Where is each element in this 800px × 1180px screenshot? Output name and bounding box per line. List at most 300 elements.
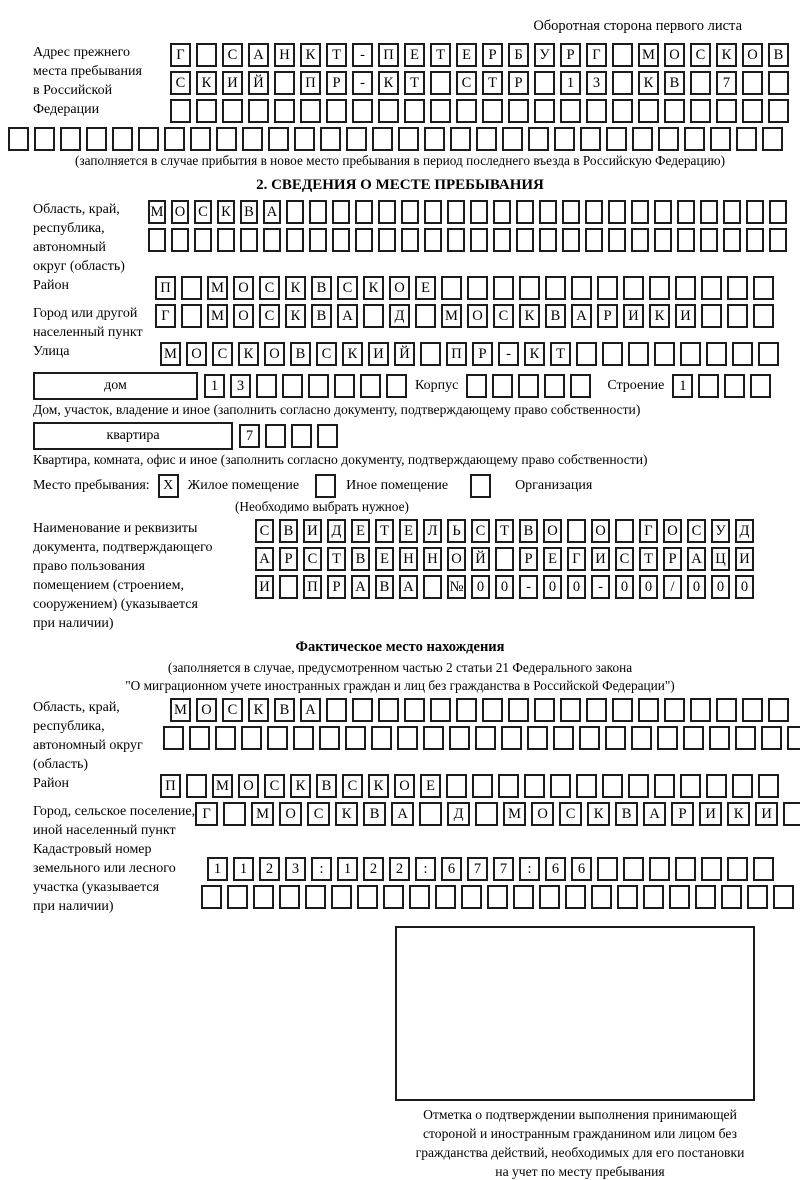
- char-cell: [706, 774, 727, 798]
- field-stay-type: [33, 474, 800, 498]
- char-row: [160, 774, 779, 798]
- char-cell: [291, 424, 312, 448]
- char-cell: [513, 885, 534, 909]
- char-cell: [357, 885, 378, 909]
- char-cell: Т: [495, 519, 514, 543]
- char-cell: [606, 127, 627, 151]
- char-cell: [352, 99, 373, 123]
- char-cell: [420, 342, 441, 366]
- house-box-label: дом: [33, 372, 198, 400]
- char-cell: [628, 774, 649, 798]
- char-cell: [597, 857, 618, 881]
- char-cell: [628, 342, 649, 366]
- char-cell: [643, 885, 664, 909]
- char-cell: С: [194, 200, 212, 224]
- char-cell: В: [279, 519, 298, 543]
- char-cell: [383, 885, 404, 909]
- char-cell: [631, 726, 652, 750]
- char-cell: [576, 342, 597, 366]
- char-cell: [677, 200, 695, 224]
- char-cell: М: [160, 342, 181, 366]
- char-cell: [732, 342, 753, 366]
- char-cell: И: [623, 304, 644, 328]
- char-cell: Т: [482, 71, 503, 95]
- char-cell: С: [687, 519, 706, 543]
- char-cell: Р: [671, 802, 694, 826]
- char-cell: [138, 127, 159, 151]
- char-cell: К: [524, 342, 545, 366]
- char-cell: [527, 726, 548, 750]
- char-cell: [638, 99, 659, 123]
- char-cell: Д: [327, 519, 346, 543]
- char-cell: П: [155, 276, 176, 300]
- char-cell: [690, 71, 711, 95]
- char-cell: В: [615, 802, 638, 826]
- char-cell: [253, 885, 274, 909]
- char-cell: И: [675, 304, 696, 328]
- char-cell: Р: [597, 304, 618, 328]
- char-cell: [746, 228, 764, 252]
- char-cell: [508, 698, 529, 722]
- char-cell: Е: [404, 43, 425, 67]
- char-cell: [528, 127, 549, 151]
- char-cell: [724, 374, 745, 398]
- char-cell: [189, 726, 210, 750]
- char-cell: Е: [420, 774, 441, 798]
- char-cell: [758, 342, 779, 366]
- document-label: Наименование и реквизиты документа, подтверждающего право пользования помещением (строением, сооружением) (указывается при наличии): [33, 521, 213, 631]
- char-cell: [487, 885, 508, 909]
- char-cell: [216, 127, 237, 151]
- char-cell: [449, 726, 470, 750]
- char-row: [148, 228, 787, 252]
- city-label: Город или другой населенный пункт: [33, 306, 143, 340]
- char-cell: 0: [495, 575, 514, 599]
- checkbox-other-premise: [315, 474, 336, 498]
- char-cell: [404, 99, 425, 123]
- char-cell: [419, 802, 442, 826]
- field-actual-city: [33, 802, 800, 840]
- char-cell: 1: [233, 857, 254, 881]
- char-cell: [282, 374, 303, 398]
- char-cell: В: [316, 774, 337, 798]
- previous-address-note: (заполняется в случае прибытия в новое место пребывания в период последнего въезда в Российскую Федерацию): [74, 153, 726, 168]
- char-cell: С: [690, 43, 711, 67]
- char-cell: [579, 726, 600, 750]
- char-cell: А: [571, 304, 592, 328]
- char-cell: О: [394, 774, 415, 798]
- char-cell: [466, 374, 487, 398]
- char-cell: [746, 200, 764, 224]
- char-cell: Ц: [711, 547, 730, 571]
- char-cell: П: [303, 575, 322, 599]
- char-cell: [461, 885, 482, 909]
- char-cell: [274, 71, 295, 95]
- char-cell: [518, 374, 539, 398]
- street-label: Улица: [33, 344, 70, 359]
- char-row: [170, 43, 789, 67]
- char-cell: [386, 374, 407, 398]
- char-cell: К: [285, 304, 306, 328]
- section2-title: 2. СВЕДЕНИЯ О МЕСТЕ ПРЕБЫВАНИЯ: [256, 177, 544, 193]
- char-cell: [534, 71, 555, 95]
- char-cell: Р: [326, 71, 347, 95]
- char-cell: [355, 228, 373, 252]
- char-cell: [493, 276, 514, 300]
- char-cell: В: [768, 43, 789, 67]
- char-cell: [539, 228, 557, 252]
- char-cell: [215, 726, 236, 750]
- char-cell: Н: [423, 547, 442, 571]
- char-cell: [334, 374, 355, 398]
- char-cell: [539, 885, 560, 909]
- char-cell: [495, 547, 514, 571]
- char-cell: Б: [508, 43, 529, 67]
- char-cell: О: [389, 276, 410, 300]
- char-cell: [658, 127, 679, 151]
- char-cell: [727, 276, 748, 300]
- char-cell: [516, 228, 534, 252]
- char-cell: [223, 802, 246, 826]
- char-cell: О: [663, 519, 682, 543]
- char-cell: В: [664, 71, 685, 95]
- char-cell: [612, 698, 633, 722]
- char-cell: [773, 885, 794, 909]
- char-cell: С: [559, 802, 582, 826]
- char-cell: [265, 424, 286, 448]
- char-cell: [430, 71, 451, 95]
- char-cell: [456, 698, 477, 722]
- char-cell: О: [664, 43, 685, 67]
- char-cell: [492, 374, 513, 398]
- char-cell: [524, 774, 545, 798]
- char-cell: [534, 99, 555, 123]
- char-cell: /: [663, 575, 682, 599]
- char-cell: [196, 43, 217, 67]
- char-cell: Г: [170, 43, 191, 67]
- char-cell: С: [259, 304, 280, 328]
- actual-region-label: Область, край, республика, автономный округ (область): [33, 700, 143, 772]
- char-cell: [560, 99, 581, 123]
- actual-location-note-2: "О миграционном учете иностранных граждан и лиц без гражданства в Российской Федерации"): [125, 678, 675, 693]
- char-cell: [701, 276, 722, 300]
- char-cell: [435, 885, 456, 909]
- char-cell: [727, 857, 748, 881]
- char-cell: [181, 276, 202, 300]
- char-row: [255, 519, 754, 543]
- char-cell: [326, 99, 347, 123]
- char-cell: [768, 99, 789, 123]
- char-cell: К: [290, 774, 311, 798]
- char-cell: С: [615, 547, 634, 571]
- char-cell: К: [363, 276, 384, 300]
- char-cell: [363, 304, 384, 328]
- char-cell: [470, 228, 488, 252]
- char-cell: А: [255, 547, 274, 571]
- char-cell: [472, 774, 493, 798]
- char-cell: [378, 99, 399, 123]
- char-cell: 2: [389, 857, 410, 881]
- char-cell: 6: [571, 857, 592, 881]
- char-cell: А: [263, 200, 281, 224]
- char-cell: Р: [560, 43, 581, 67]
- house-note: Дом, участок, владение и иное (заполнить согласно документу, подтверждающему право собственности): [33, 402, 641, 417]
- char-cell: [241, 726, 262, 750]
- char-cell: [493, 228, 511, 252]
- char-cell: О: [531, 802, 554, 826]
- char-cell: Г: [195, 802, 218, 826]
- char-cell: Р: [663, 547, 682, 571]
- char-cell: Г: [155, 304, 176, 328]
- char-cell: [190, 127, 211, 151]
- field-house: [33, 372, 800, 400]
- char-cell: [293, 726, 314, 750]
- char-cell: К: [519, 304, 540, 328]
- char-cell: [570, 374, 591, 398]
- char-cell: [163, 726, 184, 750]
- char-cell: [605, 726, 626, 750]
- char-cell: [602, 774, 623, 798]
- char-cell: С: [307, 802, 330, 826]
- char-cell: В: [545, 304, 566, 328]
- char-cell: Е: [399, 519, 418, 543]
- char-cell: [677, 228, 695, 252]
- char-cell: [623, 857, 644, 881]
- char-cell: А: [391, 802, 414, 826]
- char-cell: [279, 885, 300, 909]
- char-cell: [378, 200, 396, 224]
- district-label: Район: [33, 278, 69, 293]
- option-residential-label: Жилое помещение: [187, 478, 300, 493]
- char-cell: П: [378, 43, 399, 67]
- char-cell: [227, 885, 248, 909]
- char-cell: С: [303, 547, 322, 571]
- char-cell: [424, 127, 445, 151]
- char-cell: [502, 127, 523, 151]
- char-cell: [148, 228, 166, 252]
- char-cell: И: [222, 71, 243, 95]
- char-cell: 0: [567, 575, 586, 599]
- char-cell: [649, 276, 670, 300]
- stamp-area: [0, 926, 800, 1180]
- char-cell: Р: [508, 71, 529, 95]
- char-cell: Г: [586, 43, 607, 67]
- char-cell: [562, 200, 580, 224]
- char-cell: [742, 71, 763, 95]
- char-cell: А: [399, 575, 418, 599]
- char-cell: И: [368, 342, 389, 366]
- char-cell: [716, 99, 737, 123]
- cadastral-label: Кадастровый номер земельного или лесного участка (указывается при наличии): [33, 842, 176, 914]
- char-cell: [732, 774, 753, 798]
- char-cell: К: [248, 698, 269, 722]
- char-cell: [736, 127, 757, 151]
- char-cell: [430, 99, 451, 123]
- char-cell: Й: [394, 342, 415, 366]
- char-cell: 6: [441, 857, 462, 881]
- char-cell: [747, 885, 768, 909]
- char-cell: [723, 228, 741, 252]
- char-cell: М: [212, 774, 233, 798]
- char-cell: [783, 802, 800, 826]
- char-cell: К: [587, 802, 610, 826]
- char-cell: А: [643, 802, 666, 826]
- char-cell: :: [311, 857, 332, 881]
- char-cell: [305, 885, 326, 909]
- stamp-caption: Отметка о подтверждении выполнения принимающей стороной и иностранным гражданином или лицом без гражданства действий, необходимых для его постановки на учет по месту пребывания: [415, 1107, 745, 1179]
- char-cell: [690, 99, 711, 123]
- char-cell: [430, 698, 451, 722]
- char-cell: [501, 726, 522, 750]
- char-cell: [617, 885, 638, 909]
- char-cell: О: [279, 802, 302, 826]
- char-cell: И: [699, 802, 722, 826]
- char-cell: [695, 885, 716, 909]
- char-cell: [352, 698, 373, 722]
- char-cell: [274, 99, 295, 123]
- char-cell: [450, 127, 471, 151]
- char-cell: С: [222, 43, 243, 67]
- field-actual-district: [33, 774, 800, 802]
- char-cell: -: [498, 342, 519, 366]
- char-cell: [456, 99, 477, 123]
- char-cell: [519, 276, 540, 300]
- actual-location-title: Фактическое место нахождения: [295, 639, 505, 655]
- apartment-note: Квартира, комната, офис и иное (заполнить согласно документу, подтверждающему право собственности): [33, 452, 648, 467]
- char-cell: [716, 698, 737, 722]
- char-cell: [545, 276, 566, 300]
- char-cell: [446, 774, 467, 798]
- actual-city-label: Город, сельское поселение, иной населенный пункт: [33, 804, 196, 838]
- char-cell: [194, 228, 212, 252]
- field-region: [33, 200, 800, 276]
- char-cell: [602, 342, 623, 366]
- char-cell: [441, 276, 462, 300]
- char-row: [204, 374, 407, 398]
- char-cell: А: [337, 304, 358, 328]
- char-cell: :: [519, 857, 540, 881]
- char-cell: [404, 698, 425, 722]
- char-cell: [544, 374, 565, 398]
- char-cell: [683, 726, 704, 750]
- char-cell: 7: [493, 857, 514, 881]
- char-cell: К: [217, 200, 235, 224]
- char-cell: Т: [375, 519, 394, 543]
- previous-address-label: Адрес прежнего места пребывания в Российской Федерации: [33, 45, 142, 117]
- char-cell: [263, 228, 281, 252]
- char-cell: [397, 726, 418, 750]
- char-cell: Л: [423, 519, 442, 543]
- char-cell: 7: [239, 424, 260, 448]
- char-cell: [608, 228, 626, 252]
- char-cell: С: [222, 698, 243, 722]
- char-cell: [332, 200, 350, 224]
- field-apartment: [33, 422, 800, 450]
- char-cell: Е: [415, 276, 436, 300]
- char-cell: [493, 200, 511, 224]
- page-header-note: Оборотная сторона первого листа: [533, 18, 742, 34]
- char-cell: [170, 99, 191, 123]
- char-cell: К: [285, 276, 306, 300]
- char-cell: [60, 127, 81, 151]
- char-cell: Г: [639, 519, 658, 543]
- char-cell: 0: [687, 575, 706, 599]
- char-cell: К: [238, 342, 259, 366]
- region-label: Область, край, республика, автономный округ (область): [33, 202, 125, 274]
- char-cell: [534, 698, 555, 722]
- char-cell: О: [186, 342, 207, 366]
- char-cell: [256, 374, 277, 398]
- char-cell: В: [240, 200, 258, 224]
- char-cell: [664, 99, 685, 123]
- char-cell: 1: [204, 374, 225, 398]
- char-cell: У: [534, 43, 555, 67]
- char-cell: [585, 200, 603, 224]
- char-cell: [580, 127, 601, 151]
- char-cell: [586, 99, 607, 123]
- char-cell: Д: [447, 802, 470, 826]
- char-cell: [742, 698, 763, 722]
- char-cell: [623, 276, 644, 300]
- char-cell: -: [591, 575, 610, 599]
- char-cell: [701, 304, 722, 328]
- char-cell: В: [375, 575, 394, 599]
- char-cell: Р: [482, 43, 503, 67]
- field-previous-address: [33, 43, 800, 127]
- char-cell: 2: [259, 857, 280, 881]
- char-cell: [562, 228, 580, 252]
- char-cell: Т: [404, 71, 425, 95]
- char-cell: В: [290, 342, 311, 366]
- previous-address-rows: [170, 43, 789, 127]
- char-cell: [654, 200, 672, 224]
- field-document: [33, 519, 800, 633]
- char-cell: 2: [363, 857, 384, 881]
- char-cell: Р: [519, 547, 538, 571]
- char-cell: [675, 857, 696, 881]
- char-cell: 0: [543, 575, 562, 599]
- char-cell: [447, 200, 465, 224]
- char-cell: М: [441, 304, 462, 328]
- char-cell: С: [337, 276, 358, 300]
- char-cell: [769, 200, 787, 224]
- char-cell: 0: [639, 575, 658, 599]
- char-cell: [657, 726, 678, 750]
- char-cell: [181, 304, 202, 328]
- char-cell: [8, 127, 29, 151]
- char-cell: [222, 99, 243, 123]
- char-row: [207, 857, 794, 881]
- char-cell: 1: [337, 857, 358, 881]
- char-cell: У: [711, 519, 730, 543]
- apartment-box-label: квартира: [33, 422, 233, 450]
- char-cell: Д: [735, 519, 754, 543]
- char-cell: Н: [399, 547, 418, 571]
- char-row: [160, 342, 779, 366]
- char-cell: В: [519, 519, 538, 543]
- char-cell: А: [687, 547, 706, 571]
- char-cell: И: [735, 547, 754, 571]
- char-cell: [565, 885, 586, 909]
- char-cell: [423, 726, 444, 750]
- char-cell: 6: [545, 857, 566, 881]
- char-cell: С: [264, 774, 285, 798]
- char-cell: [742, 99, 763, 123]
- char-row: [170, 99, 789, 123]
- char-cell: [631, 200, 649, 224]
- char-cell: [571, 276, 592, 300]
- char-cell: [372, 127, 393, 151]
